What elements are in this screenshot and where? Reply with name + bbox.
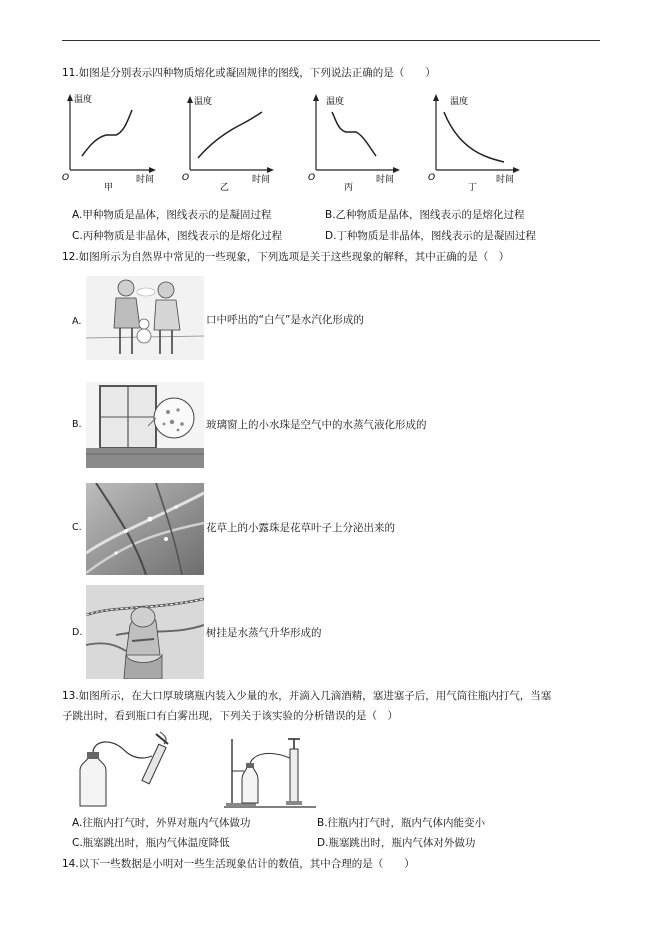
q11-graph-bing-ylabel: 温度 xyxy=(326,97,345,107)
q11-graph-yi xyxy=(180,92,280,192)
q11-graph-bing xyxy=(306,90,406,192)
q11-option-a: A.甲种物质是晶体，图线表示的是凝固过程 xyxy=(72,209,272,221)
q12-option-a-text: 口中呼出的“白气”是水汽化形成的 xyxy=(206,314,364,326)
q11-graph-bing-name: 丙 xyxy=(344,183,354,192)
q11-graph-ding-ylabel: 温度 xyxy=(450,97,469,107)
q13-option-d: D.瓶塞跳出时，瓶内气体对外做功 xyxy=(317,837,476,849)
q11-graph-yi-origin: O xyxy=(182,173,190,183)
q12-option-b-text: 玻璃窗上的小水珠是空气中的水蒸气液化形成的 xyxy=(206,419,427,431)
q11-graph-jia-name: 甲 xyxy=(104,183,114,192)
q12-option-d-letter: D. xyxy=(72,627,83,638)
header-rule xyxy=(62,40,600,41)
q11-graph-jia-xlabel: 时间 xyxy=(136,175,155,185)
q12-option-b-picture xyxy=(86,382,204,468)
q13-option-a: A.往瓶内打气时，外界对瓶内气体做功 xyxy=(72,817,251,829)
q13-option-b: B.往瓶内打气时，瓶内气体内能变小 xyxy=(317,817,486,829)
q12-option-d-text: 树挂是水蒸气升华形成的 xyxy=(206,627,322,639)
q11-graph-ding-name: 丁 xyxy=(468,183,478,192)
q14-stem: 14.以下一些数据是小明对一些生活现象估计的数值，其中合理的是（ ） xyxy=(62,858,415,870)
q11-option-d: D.丁种物质是非晶体，图线表示的是凝固过程 xyxy=(325,230,536,242)
q11-option-b: B.乙种物质是晶体，图线表示的是熔化过程 xyxy=(325,209,525,221)
q13-bottle-pump-figure xyxy=(72,730,182,810)
q11-graph-bing-xlabel: 时间 xyxy=(376,175,395,185)
q12-option-c-picture xyxy=(86,483,204,575)
q12-option-d-picture xyxy=(86,585,204,679)
q11-stem: 11.如图是分别表示四种物质熔化或凝固规律的图线，下列说法正确的是（ ） xyxy=(62,67,436,79)
q11-graph-ding-origin: O xyxy=(428,173,436,183)
q13-stem-line1: 13.如图所示，在大口厚玻璃瓶内装入少量的水，并滴入几滴酒精，塞进塞子后，用气筒往瓶内打气，当塞 xyxy=(62,690,552,702)
q12-option-c-letter: C. xyxy=(72,522,82,533)
q12-option-c-text: 花草上的小露珠是花草叶子上分泌出来的 xyxy=(206,522,395,534)
q11-graph-bing-origin: O xyxy=(308,173,316,183)
q12-option-b-letter: B. xyxy=(72,419,82,430)
q11-graph-yi-ylabel: 温度 xyxy=(194,97,213,107)
q11-graph-yi-xlabel: 时间 xyxy=(252,175,271,185)
q11-graph-yi-name: 乙 xyxy=(220,183,230,192)
q13-apparatus-figure xyxy=(220,735,320,810)
q12-option-a-picture xyxy=(86,276,204,360)
q11-graph-jia-origin: O xyxy=(62,173,70,183)
q12-option-a-letter: A. xyxy=(72,316,82,327)
q11-option-c: C.丙种物质是非晶体，图线表示的是熔化过程 xyxy=(72,230,283,242)
q13-stem-line2: 子跳出时，看到瓶口有白雾出现，下列关于该实验的分析错误的是（ ） xyxy=(62,710,398,722)
q11-graph-jia-ylabel: 温度 xyxy=(74,95,93,105)
q11-graph-jia xyxy=(60,90,160,192)
q11-graph-ding xyxy=(426,90,526,192)
q13-option-c: C.瓶塞跳出时，瓶内气体温度降低 xyxy=(72,837,230,849)
q11-graph-ding-xlabel: 时间 xyxy=(496,175,515,185)
q12-stem: 12.如图所示为自然界中常见的一些现象，下列选项是关于这些现象的解释，其中正确的是（ ） xyxy=(62,251,510,263)
